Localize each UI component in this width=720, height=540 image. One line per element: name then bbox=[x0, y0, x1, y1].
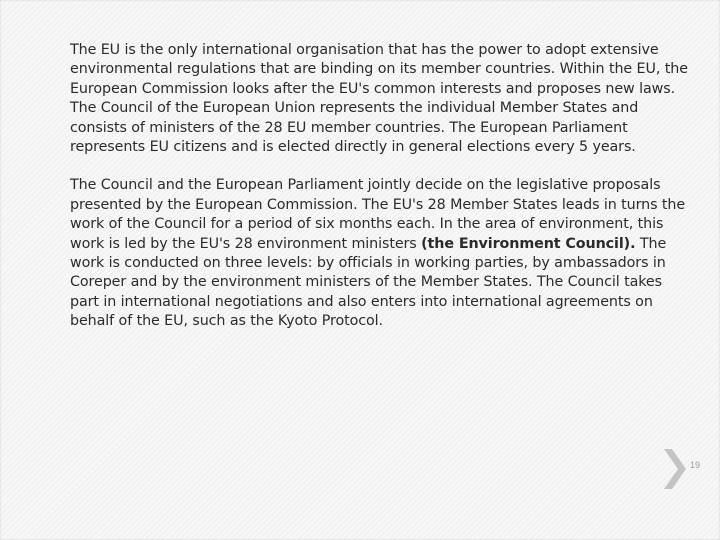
environment-council-emphasis: (the Environment Council). bbox=[421, 235, 636, 252]
slide-body bbox=[70, 41, 690, 332]
paragraph-text: The Council and the European Parliament jointly decide on the legislative proposals presented by the European Commission. The EU's 28 Member States leads in turns the work of the Council for a period of six months each. In the area of environment, this work is led by the EU's 28 environment ministers bbox=[70, 177, 686, 252]
paragraph-eu-overview: The EU is the only international organisation that has the power to adopt extensive environmental regulations that are binding on its member countries. Within the EU, the European Commission looks after the EU's common interests and proposes new laws. The Council of the European Union represents the individual Member States and consists of ministers of the 28 EU member countries. The European Parliament represents EU citizens and is elected directly in general elections every 5 years. bbox=[70, 42, 688, 156]
paragraph-text: The work is conducted on three levels: by officials in working parties, by ambassadors in Coreper and by the environment ministers of the Member States. The Council takes part in international negotiations and also enters into international agreements on behalf of the EU, such as the Kyoto Protocol. bbox=[70, 235, 667, 330]
page-number: 19 bbox=[690, 460, 701, 470]
paragraph-council-parliament bbox=[70, 176, 690, 331]
chevron-right-icon bbox=[664, 449, 686, 489]
